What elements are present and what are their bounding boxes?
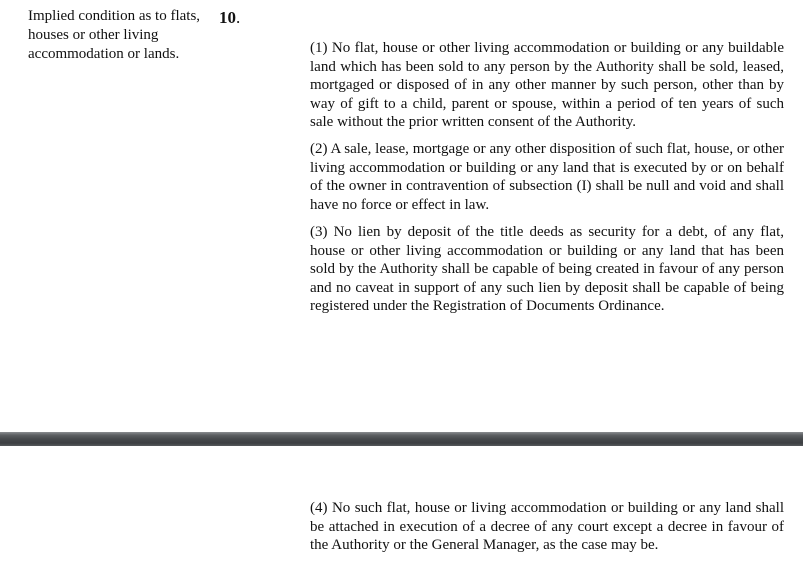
section-number-dot: . <box>236 8 241 27</box>
page-break-divider <box>0 432 803 446</box>
subsection-2: (2) A sale, lease, mortgage or any other disposition of such flat, house, or other living accommodation or building or any land that is executed by or on behalf of the owner in contravention of subsection (I) shall be null and void and shall have no force or effect in law. <box>310 141 784 213</box>
subsection-1: (1) No flat, house or other living accommodation or building or any buildable land which has been sold to any person by the Authority shall be sold, leased, mortgaged or disposed of in any other manner by such person, other than by way of gift to a child, parent or spouse, within a period of ten years of such sale without the prior written consent of the Authority. <box>310 40 784 131</box>
section-number-value: 10 <box>219 8 236 27</box>
marginal-note: Implied condition as to flats, houses or other living accommodation or lands. <box>28 8 201 62</box>
subsection-3: (3) No lien by deposit of the title deeds as security for a debt, of any flat, house or other living accommodation or building or any land that has been sold by the Authority shall be capable of being created in favour of any person and no caveat in support of any such lien by deposit shall be capable of being registered under the Registration of Documents Ordinance. <box>310 224 784 315</box>
subsection-4: (4) No such flat, house or living accommodation or building or any land shall be attached in execution of a decree of any court except a decree in favour of the Authority or the General Manager, as the case may be. <box>310 500 784 554</box>
section-number <box>219 8 240 28</box>
